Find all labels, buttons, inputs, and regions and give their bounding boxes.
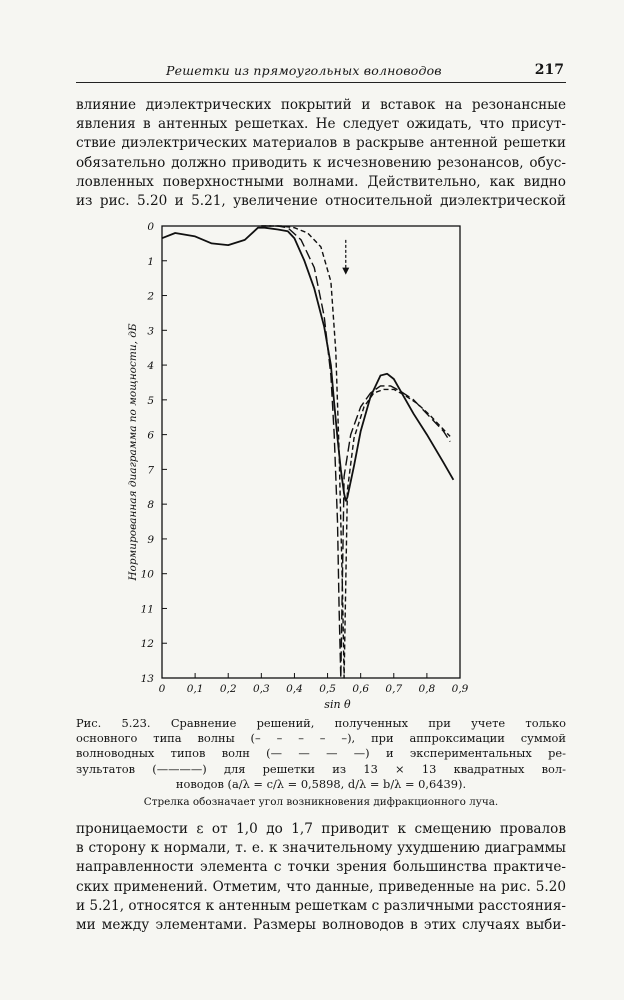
y-tick-label: 0 [147,221,154,233]
y-axis-label: Нормированная диаграмма по мощности, дБ [127,323,139,581]
x-tick-label: 0,1 [186,683,204,695]
text-line: ловленных поверхностными волнами. Действительно, как видно [76,173,566,190]
x-tick-label: 0,3 [252,683,270,695]
text-line: явления в антенных решетках. Не следует ожидать, что присут- [76,116,566,133]
y-tick-label: 4 [147,360,154,373]
text-line: и 5.21, относятся к антенным решеткам с различными расстояния- [76,897,566,914]
y-tick-label: 12 [140,638,154,651]
x-tick-label: 0,7 [385,683,403,695]
caption-line: основного типа волны (– – – – –), при аппроксимации суммой [76,731,566,746]
series-line-short-dash [261,226,450,678]
x-tick-label: 0,2 [219,683,237,695]
caption-line: новодов (a/λ = c/λ = 0,5898, d/λ = b/λ = 0,6439). [175,776,467,791]
x-tick-label: 0,8 [418,683,436,695]
paragraph-top [76,96,566,211]
y-tick-label: 9 [147,533,154,546]
y-tick-label: 3 [147,325,154,338]
x-tick-label: 0,6 [352,683,370,695]
arrow-head-icon [342,268,349,275]
caption-line: зультатов (————) для решетки из 13 × 13 квадратных вол- [76,761,566,776]
y-tick-label: 11 [140,603,154,616]
x-tick-label: 0,5 [319,683,336,695]
x-tick-label: 0,9 [451,683,469,695]
x-tick-label: 0,4 [286,683,303,695]
figure-5-23 [120,212,500,712]
caption-line: Рис. 5.23. Сравнение решений, полученных при учете только [76,716,566,730]
text-line: направленности элемента с точки зрения большинства практиче- [76,859,566,876]
text-line: из рис. 5.20 и 5.21, увеличение относительной диэлектрической [76,192,566,209]
x-tick-label: 0 [158,683,166,695]
text-line: проницаемости ε от 1,0 до 1,7 приводит к смещению провалов [76,821,566,837]
y-tick-label: 13 [140,673,154,685]
page-header [76,60,566,83]
y-tick-label: 10 [140,568,154,581]
running-title: Решетки из прямоугольных волноводов [166,63,442,78]
y-tick-label: 5 [147,394,154,407]
paragraph-bottom [76,820,566,935]
plot-frame [162,226,460,678]
figure-caption [76,716,566,792]
text-line: влияние диэлектрических покрытий и вставок на резонансные [76,97,566,113]
radiation-pattern-chart [120,212,500,712]
text-line: ствие диэлектрических материалов в раскрыве антенной решетки [76,135,566,152]
y-tick-label: 2 [147,290,154,303]
series-line-long-dash [261,226,450,678]
caption-note: Стрелка обозначает угол возникновения дифракционного луча. [143,796,499,808]
series-line-solid [162,228,453,501]
y-tick-label: 7 [147,464,154,477]
y-tick-label: 1 [147,255,154,268]
caption-line: волноводных типов волн (— — — —) и экспериментальных ре- [76,746,566,761]
text-line: ских применений. Отметим, что данные, приведенные на рис. 5.20 [76,878,566,895]
text-line: ми между элементами. Размеры волноводов в этих случаях выби- [76,916,566,933]
y-tick-label: 6 [147,429,154,442]
x-axis-label: sin θ [324,698,351,711]
page-number: 217 [534,62,564,78]
text-line: в сторону к нормали, т. е. к значительному ухудшению диаграммы [76,840,566,857]
text-line: обязательно должно приводить к исчезновению резонансов, обус- [76,154,566,171]
y-tick-label: 8 [147,499,154,512]
